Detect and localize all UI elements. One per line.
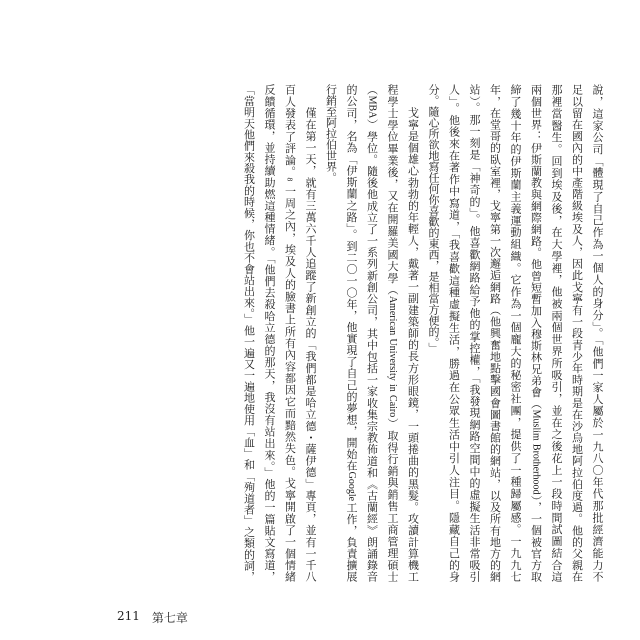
text-column: 說，這家公司「體現了自己作為一個人的身分」。「他們一家人屬於一九八〇年代那批經濟能力不 <box>591 84 604 582</box>
text-column: 程學士學位畢業後，又在開羅美國大學（American University in Cairo）取得行銷與銷售工商管理碩士 <box>386 84 399 583</box>
text-column: 「當明天他們來殺我的時候，你也不會站出來。」他一遍又一遍地使用「血」和「殉道者」之類的詞， <box>242 84 256 582</box>
text-column: 戈寧是個雄心勃勃的年輕人，戴著一副建築師的長方形眼鏡，一頭捲曲的黑髮。攻讀計算機工 <box>406 107 420 582</box>
text-column: （MBA）學位。隨後他成立了一系列新創公司，其中包括一家收集宗教佈道和《古蘭經》朗誦錄音 <box>365 84 379 583</box>
text-column: 反饋循環，並持續助燃這種情緒。「他們去殺哈立德的那天，我沒有站出來。」他的一篇貼文寫道， <box>263 84 276 582</box>
footnote-marker: 8 <box>285 177 295 182</box>
chapter-title: 第七章 <box>151 611 188 625</box>
paragraph <box>423 84 608 582</box>
text-column: 兩個世界：伊斯蘭教與網際網路。他曾短暫加入穆斯林兄弟會（Muslim Brotherhood），一個被官方取 <box>529 84 543 582</box>
text-column: 的公司，名為「伊斯蘭之路」。到二〇一〇年，他實現了自己的夢想，開始在Google工作，負責擴展 <box>345 84 358 583</box>
text-column: 行銷至阿拉伯世界。 <box>324 84 338 183</box>
page-number: 211 <box>117 609 140 623</box>
text-column: 締了幾十年的伊斯蘭主義運動組織。它作為一個龐大的秘密社團，提供了一種歸屬感。一九九七 <box>509 84 522 582</box>
text-column: 那裡當醫生。回到埃及後，在大學裡，他被兩個世界所吸引，並在之後花上一段時間試圖結合這 <box>550 84 563 582</box>
page-footer <box>117 609 188 626</box>
latin-text: Google <box>346 471 357 502</box>
text-column: 站）。那一刻是「神奇的」。他喜歡網路給予他的掌控權，「我發現網路空間中的虛擬生活非常吸引 <box>468 84 481 582</box>
paragraph <box>238 84 320 582</box>
body-text <box>237 84 607 582</box>
latin-text: Muslim Brotherhood <box>530 409 542 495</box>
text-column: 年，在堂哥的臥室裡，戈寧第一次邂逅網路（他興奮地點擊國會圖書館的網站，以及所有地方的網 <box>488 84 502 582</box>
text-column: 分。隨心所欲地寫任何你喜歡的東西，是相當方便的。」 <box>427 84 440 354</box>
text-column: 僅在第一天，就有三萬六千人追蹤了新創立的「我們都是哈立德・薩伊德」專頁，並有一千八 <box>304 107 317 582</box>
text-column: 百人發表了評論。8 一周之內，埃及人的臉書上所有內容都因它而黯然失色。戈寧開啟了一個情緒 <box>283 84 297 583</box>
latin-text: American University in Cairo <box>387 295 398 418</box>
text-column: 足以留在國內的中產階級埃及人，因此戈寧有一段青少年時期是在沙烏地阿拉伯度過。他的父親在 <box>570 84 584 582</box>
latin-text: MBA <box>366 95 378 119</box>
paragraph <box>320 84 423 582</box>
text-column: 人」。他後來在著作中寫道，「我喜歡這種虛擬生活，勝過在公眾生活中引人注目。隱藏自己的身 <box>447 84 461 582</box>
